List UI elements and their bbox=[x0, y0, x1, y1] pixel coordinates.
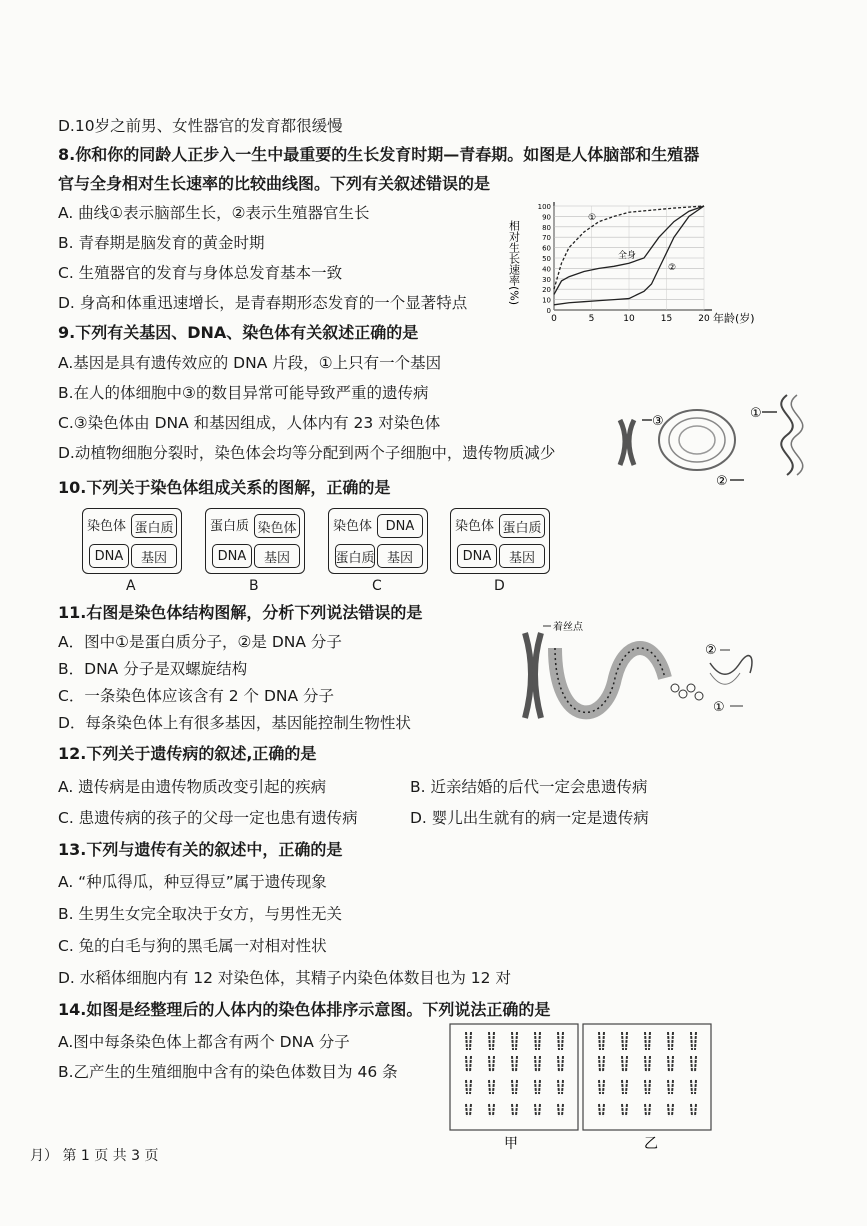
q10-inner-label: DNA bbox=[457, 544, 497, 568]
chromosome-mark bbox=[599, 1056, 600, 1072]
q10-stem: 10.下列关于染色体组成关系的图解，正确的是 bbox=[58, 478, 391, 497]
chromosome-mark bbox=[672, 1080, 673, 1094]
q10-inner-label: 蛋白质 bbox=[131, 514, 177, 538]
chromosome-mark bbox=[535, 1056, 536, 1072]
chromosome-mark bbox=[668, 1056, 669, 1072]
chromosome-mark bbox=[512, 1080, 513, 1094]
q10-inner-label: 染色体 bbox=[254, 514, 300, 538]
chromosome-mark bbox=[645, 1104, 646, 1116]
chromosome-mark bbox=[466, 1032, 467, 1050]
q12-stem: 12.下列关于遗传病的叙述,正确的是 bbox=[58, 744, 317, 763]
chromosome-mark bbox=[603, 1056, 604, 1072]
q10-option-letter: B bbox=[249, 578, 259, 594]
q9-option-b: B.在人的体细胞中③的数目异常可能导致严重的遗传病 bbox=[58, 384, 429, 402]
q11-option-b: B．DNA 分子是双螺旋结构 bbox=[58, 660, 248, 678]
chromosome-mark bbox=[562, 1080, 563, 1094]
chromosome-mark bbox=[493, 1032, 494, 1050]
chart-ytick-label: 100 bbox=[537, 203, 551, 211]
chromosome-mark bbox=[622, 1032, 623, 1050]
q14-stem: 14.如图是经整理后的人体内的染色体排序示意图。下列说法正确的是 bbox=[58, 1000, 551, 1019]
chromosome-mark bbox=[470, 1080, 471, 1094]
chart-xtick-label: 15 bbox=[660, 314, 673, 324]
q10-inner-label: DNA bbox=[212, 544, 252, 568]
chart-ytick-label: 50 bbox=[542, 255, 551, 263]
chromosome-mark bbox=[599, 1104, 600, 1116]
chromosome-mark bbox=[466, 1104, 467, 1116]
chromosome-mark bbox=[695, 1104, 696, 1116]
chart-ytick-label: 0 bbox=[546, 307, 551, 315]
chromosome-mark bbox=[691, 1032, 692, 1050]
chromosome-mark bbox=[599, 1032, 600, 1050]
chromosome-mark bbox=[626, 1032, 627, 1050]
q10-outer-label: 染色体 bbox=[87, 519, 127, 534]
chromosome-mark bbox=[539, 1032, 540, 1050]
chromosome-mark bbox=[466, 1080, 467, 1094]
chart-ytick-label: 90 bbox=[542, 213, 551, 222]
chromosome-mark bbox=[466, 1056, 467, 1072]
q8-option-a: A. 曲线①表示脑部生长，②表示生殖器官生长 bbox=[58, 204, 370, 222]
chromosome-mark bbox=[691, 1080, 692, 1094]
chromosome-mark bbox=[512, 1032, 513, 1050]
chromosome-mark bbox=[516, 1080, 517, 1094]
q10-option-box bbox=[205, 508, 305, 574]
fig11-label-centromere: 着丝点 bbox=[553, 622, 583, 633]
q12-option-a: A. 遗传病是由遗传物质改变引起的疾病 bbox=[58, 778, 327, 796]
chromosome-mark bbox=[562, 1104, 563, 1116]
chromosome-mark bbox=[562, 1032, 563, 1050]
chromosome-mark bbox=[558, 1104, 559, 1116]
q13-option-a: A. “种瓜得瓜，种豆得豆”属于遗传现象 bbox=[58, 873, 327, 891]
chromosome-mark bbox=[668, 1080, 669, 1094]
chromosome-mark bbox=[516, 1056, 517, 1072]
chromosome-mark bbox=[562, 1056, 563, 1072]
chromosome-mark bbox=[668, 1104, 669, 1116]
chromosome-mark bbox=[516, 1032, 517, 1050]
chromosome-mark bbox=[489, 1032, 490, 1050]
q10-inner-label: 基因 bbox=[254, 544, 300, 568]
chart-ytick-label: 70 bbox=[542, 234, 551, 243]
page-footer: 月） 第 1 页 共 3 页 bbox=[30, 1148, 159, 1164]
chromosome-mark bbox=[649, 1032, 650, 1050]
q8-option-c: C. 生殖器官的发育与身体总发育基本一致 bbox=[58, 264, 343, 282]
karyotype-label-jia: 甲 bbox=[504, 1136, 518, 1152]
q9-option-d: D.动植物细胞分裂时，染色体会均等分配到两个子细胞中，遗传物质减少 bbox=[58, 444, 556, 462]
chromosome-mark bbox=[603, 1104, 604, 1116]
chromosome-mark bbox=[599, 1080, 600, 1094]
chromosome-mark bbox=[691, 1104, 692, 1116]
chromosome-mark bbox=[512, 1104, 513, 1116]
chromosome-mark bbox=[539, 1056, 540, 1072]
chromosome-mark bbox=[493, 1080, 494, 1094]
q8-stem-2: 官与全身相对生长速率的比较曲线图。下列有关叙述错误的是 bbox=[58, 174, 491, 193]
chart-ytick-label: 80 bbox=[542, 223, 551, 232]
q8-stem-1: 8.你和你的同龄人正步入一生中最重要的生长发育时期—青春期。如图是人体脑部和生殖器 bbox=[58, 145, 700, 164]
q10-outer-label: 蛋白质 bbox=[210, 519, 250, 534]
chromosome-mark bbox=[558, 1056, 559, 1072]
chromosome-mark bbox=[489, 1056, 490, 1072]
chromosome-mark bbox=[493, 1056, 494, 1072]
q14-option-b: B.乙产生的生殖细胞中含有的染色体数目为 46 条 bbox=[58, 1063, 398, 1081]
q13-stem: 13.下列与遗传有关的叙述中，正确的是 bbox=[58, 840, 343, 859]
chart-series-label: ① bbox=[588, 213, 597, 223]
chromosome-mark bbox=[649, 1104, 650, 1116]
chart-series-label: ② bbox=[668, 263, 677, 273]
q13-option-b: B. 生男生女完全取决于女方，与男性无关 bbox=[58, 905, 342, 923]
q10-outer-label: 染色体 bbox=[455, 519, 495, 534]
q14-option-a: A.图中每条染色体上都含有两个 DNA 分子 bbox=[58, 1033, 350, 1051]
chromosome-mark bbox=[558, 1032, 559, 1050]
chromosome-mark bbox=[512, 1056, 513, 1072]
chromosome-mark bbox=[645, 1032, 646, 1050]
chromosome-mark bbox=[489, 1080, 490, 1094]
fig9-label-3: ③ bbox=[652, 414, 664, 429]
karyotype-figure bbox=[448, 1022, 718, 1152]
q11-stem: 11.右图是染色体结构图解，分析下列说法错误的是 bbox=[58, 603, 423, 622]
q11-option-d: D．每条染色体上有很多基因，基因能控制生物性状 bbox=[58, 714, 411, 732]
chromosome-mark bbox=[695, 1080, 696, 1094]
q10-option-box bbox=[82, 508, 182, 574]
chromosome-mark bbox=[493, 1104, 494, 1116]
chromosome-mark bbox=[695, 1056, 696, 1072]
chromosome-mark bbox=[535, 1104, 536, 1116]
chromosome-mark bbox=[626, 1056, 627, 1072]
q10-option-letter: D bbox=[494, 578, 505, 594]
karyotype-label-yi: 乙 bbox=[644, 1136, 658, 1152]
q12-option-c: C. 患遗传病的孩子的父母一定也患有遗传病 bbox=[58, 809, 358, 827]
q12-option-d: D. 婴儿出生就有的病一定是遗传病 bbox=[410, 809, 649, 827]
chart-ytick-label: 20 bbox=[542, 286, 551, 295]
chromosome-mark bbox=[470, 1032, 471, 1050]
chromosome-mark bbox=[535, 1080, 536, 1094]
chromosome-diagram bbox=[515, 618, 760, 730]
q10-inner-label: 基因 bbox=[131, 544, 177, 568]
prev-option-d: D.10岁之前男、女性器官的发育都很缓慢 bbox=[58, 117, 343, 135]
chart-ytick-label: 40 bbox=[542, 265, 551, 274]
q10-option-letter: A bbox=[126, 578, 136, 594]
q10-inner-label: DNA bbox=[377, 514, 423, 538]
chromosome-mark bbox=[649, 1080, 650, 1094]
q13-option-c: C. 兔的白毛与狗的黑毛属一对相对性状 bbox=[58, 937, 327, 955]
chart-ytick-label: 10 bbox=[542, 296, 551, 305]
q11-option-a: A．图中①是蛋白质分子，②是 DNA 分子 bbox=[58, 633, 342, 651]
chromosome-mark bbox=[539, 1104, 540, 1116]
chromosome-mark bbox=[603, 1080, 604, 1094]
chart-xtick-label: 20 bbox=[698, 314, 710, 324]
q10-option-box bbox=[450, 508, 550, 574]
chromosome-mark bbox=[535, 1032, 536, 1050]
chromosome-mark bbox=[622, 1080, 623, 1094]
chromosome-mark bbox=[558, 1080, 559, 1094]
q12-option-b: B. 近亲结婚的后代一定会患遗传病 bbox=[410, 778, 648, 796]
chromosome-mark bbox=[649, 1056, 650, 1072]
q8-option-d: D. 身高和体重迅速增长，是青春期形态发育的一个显著特点 bbox=[58, 294, 468, 312]
q13-option-d: D. 水稻体细胞内有 12 对染色体，其精子内染色体数目也为 12 对 bbox=[58, 969, 511, 987]
q11-option-c: C．一条染色体应该含有 2 个 DNA 分子 bbox=[58, 687, 335, 705]
chromosome-mark bbox=[695, 1032, 696, 1050]
q10-inner-label: 基因 bbox=[499, 544, 545, 568]
q10-inner-label: DNA bbox=[89, 544, 129, 568]
chromosome-mark bbox=[645, 1056, 646, 1072]
q8-option-b: B. 青春期是脑发育的黄金时期 bbox=[58, 234, 265, 252]
chromosome-mark bbox=[516, 1104, 517, 1116]
chromosome-mark bbox=[489, 1104, 490, 1116]
chart-xtick-label: 10 bbox=[623, 314, 635, 324]
chromosome-mark bbox=[672, 1032, 673, 1050]
q10-inner-label: 蛋白质 bbox=[335, 544, 375, 568]
chart-ylabel: 相对生长速率(%) bbox=[508, 220, 521, 306]
growth-rate-chart bbox=[508, 198, 778, 328]
chromosome-mark bbox=[622, 1104, 623, 1116]
q10-outer-label: 染色体 bbox=[333, 519, 373, 534]
q9-option-c: C.③染色体由 DNA 和基因组成，人体内有 23 对染色体 bbox=[58, 414, 441, 432]
q9-stem: 9.下列有关基因、DNA、染色体有关叙述正确的是 bbox=[58, 323, 419, 342]
fig11-label-2: ② bbox=[705, 643, 717, 658]
chromosome-structure-figure bbox=[612, 380, 812, 498]
chart-ytick-label: 60 bbox=[542, 244, 551, 253]
chromosome-mark bbox=[668, 1032, 669, 1050]
chart-ytick-label: 30 bbox=[542, 275, 551, 284]
q10-option-letter: C bbox=[372, 578, 382, 594]
fig9-label-2: ② bbox=[716, 474, 728, 489]
q10-inner-label: 基因 bbox=[377, 544, 423, 568]
chromosome-mark bbox=[626, 1104, 627, 1116]
chromosome-mark bbox=[672, 1104, 673, 1116]
chromosome-mark bbox=[672, 1056, 673, 1072]
chart-xtick-label: 5 bbox=[588, 314, 595, 324]
q10-inner-label: 蛋白质 bbox=[499, 514, 545, 538]
chromosome-mark bbox=[470, 1056, 471, 1072]
fig11-label-1: ① bbox=[713, 700, 725, 715]
chromosome-mark bbox=[645, 1080, 646, 1094]
chromosome-mark bbox=[603, 1032, 604, 1050]
chromosome-mark bbox=[691, 1056, 692, 1072]
q10-option-box bbox=[328, 508, 428, 574]
chart-xlabel: 年龄(岁) bbox=[713, 312, 755, 325]
fig9-label-1: ① bbox=[750, 406, 762, 421]
chromosome-mark bbox=[470, 1104, 471, 1116]
q9-option-a: A.基因是具有遗传效应的 DNA 片段，①上只有一个基因 bbox=[58, 354, 442, 372]
chromosome-mark bbox=[622, 1056, 623, 1072]
chart-xtick-label: 0 bbox=[551, 314, 557, 324]
chromosome-mark bbox=[626, 1080, 627, 1094]
chromosome-mark bbox=[539, 1080, 540, 1094]
chart-series-label: 全身 bbox=[618, 251, 637, 261]
